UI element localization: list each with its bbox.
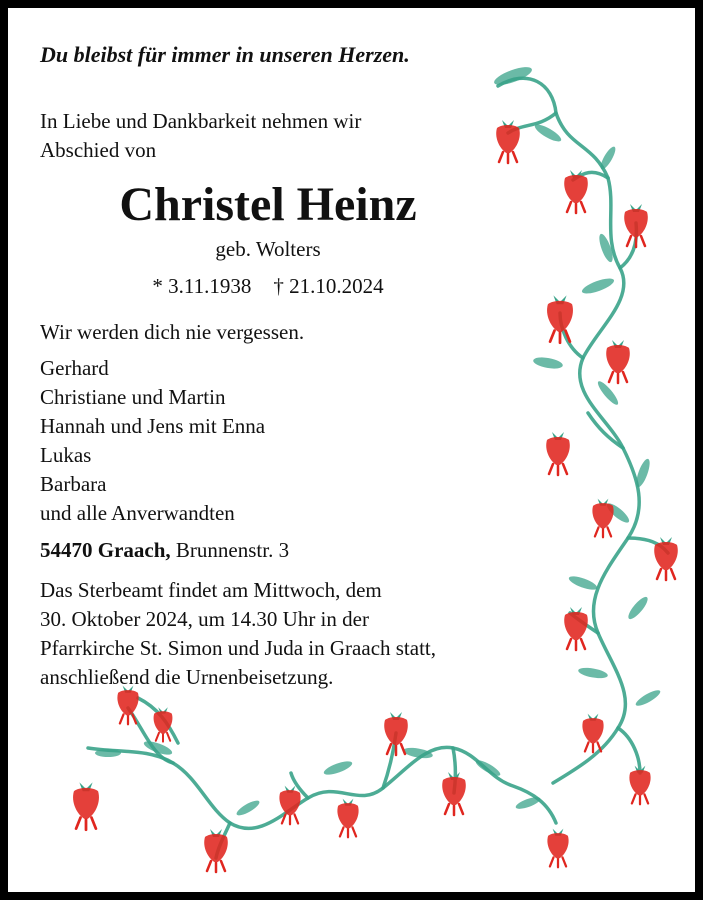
intro-text — [40, 107, 361, 165]
vine-leaf — [598, 145, 618, 172]
mourners-list — [40, 354, 265, 528]
red-blossom — [582, 714, 603, 753]
service-line: 30. Oktober 2024, um 14.30 Uhr in der — [40, 607, 369, 631]
vine-leaf — [626, 594, 651, 621]
red-blossom — [154, 707, 173, 741]
service-line: Das Sterbeamt findet am Mittwoch, dem — [40, 578, 382, 602]
red-blossom — [654, 537, 678, 580]
red-blossom — [73, 782, 99, 829]
mourner: Barbara — [40, 472, 107, 496]
vine-leaf — [567, 574, 598, 593]
address — [40, 538, 289, 563]
motto: Du bleibst für immer in unseren Herzen. — [40, 42, 410, 67]
vine-leaf — [580, 275, 615, 296]
address-street: Brunnenstr. 3 — [170, 538, 290, 562]
red-blossom — [629, 766, 650, 805]
vine-leaf — [514, 795, 541, 811]
vine-leaf — [532, 355, 563, 370]
mourner: Christiane und Martin — [40, 385, 226, 409]
red-blossom — [442, 772, 466, 815]
mourner: Gerhard — [40, 356, 109, 380]
vine-leaf — [474, 758, 502, 779]
vine-leaf — [95, 749, 121, 757]
red-blossom — [592, 499, 613, 538]
red-blossom — [496, 120, 520, 163]
remembrance-line: Wir werden dich nie vergessen. — [40, 320, 305, 344]
red-blossom — [204, 829, 228, 872]
red-blossom — [547, 829, 568, 868]
vine-leaf — [322, 759, 353, 778]
service-info — [40, 576, 436, 692]
vine-leaf — [634, 688, 662, 709]
mourner: Hannah und Jens mit Enna — [40, 414, 266, 438]
intro-line: In Liebe und Dankbarkeit nehmen wir — [40, 109, 362, 133]
mourner: Lukas — [40, 443, 92, 467]
deceased-name: Christel Heinz — [119, 178, 417, 231]
vine-leaf — [533, 122, 563, 145]
vine-leaf — [492, 64, 534, 89]
vine-leaf — [577, 666, 608, 680]
red-blossom — [337, 799, 358, 838]
red-blossom — [279, 786, 300, 825]
vine-leaf — [235, 798, 262, 818]
vine-stem — [618, 728, 640, 773]
service-line: anschließend die Urnenbeisetzung. — [40, 665, 334, 689]
birth-date: * 3.11.1938 — [152, 274, 252, 298]
red-blossom — [564, 170, 588, 213]
vine-stem — [88, 747, 556, 828]
red-blossom — [547, 295, 573, 342]
red-blossom — [564, 607, 588, 650]
red-blossom — [546, 432, 570, 475]
maiden-name: geb. Wolters — [215, 237, 321, 261]
red-blossom — [624, 204, 648, 247]
vine-leaf — [634, 457, 653, 488]
service-line: Pfarrkirche St. Simon und Juda in Graach statt, — [40, 636, 437, 660]
red-blossom — [606, 340, 630, 383]
mourner: und alle Anverwandten — [40, 501, 235, 525]
death-date: † 21.10.2024 — [273, 274, 384, 298]
life-dates — [8, 274, 528, 299]
vine-stem — [588, 413, 623, 448]
address-postcode-town: 54470 Graach, — [40, 538, 171, 562]
red-blossom — [384, 712, 408, 755]
intro-line: Abschied von — [40, 138, 157, 162]
